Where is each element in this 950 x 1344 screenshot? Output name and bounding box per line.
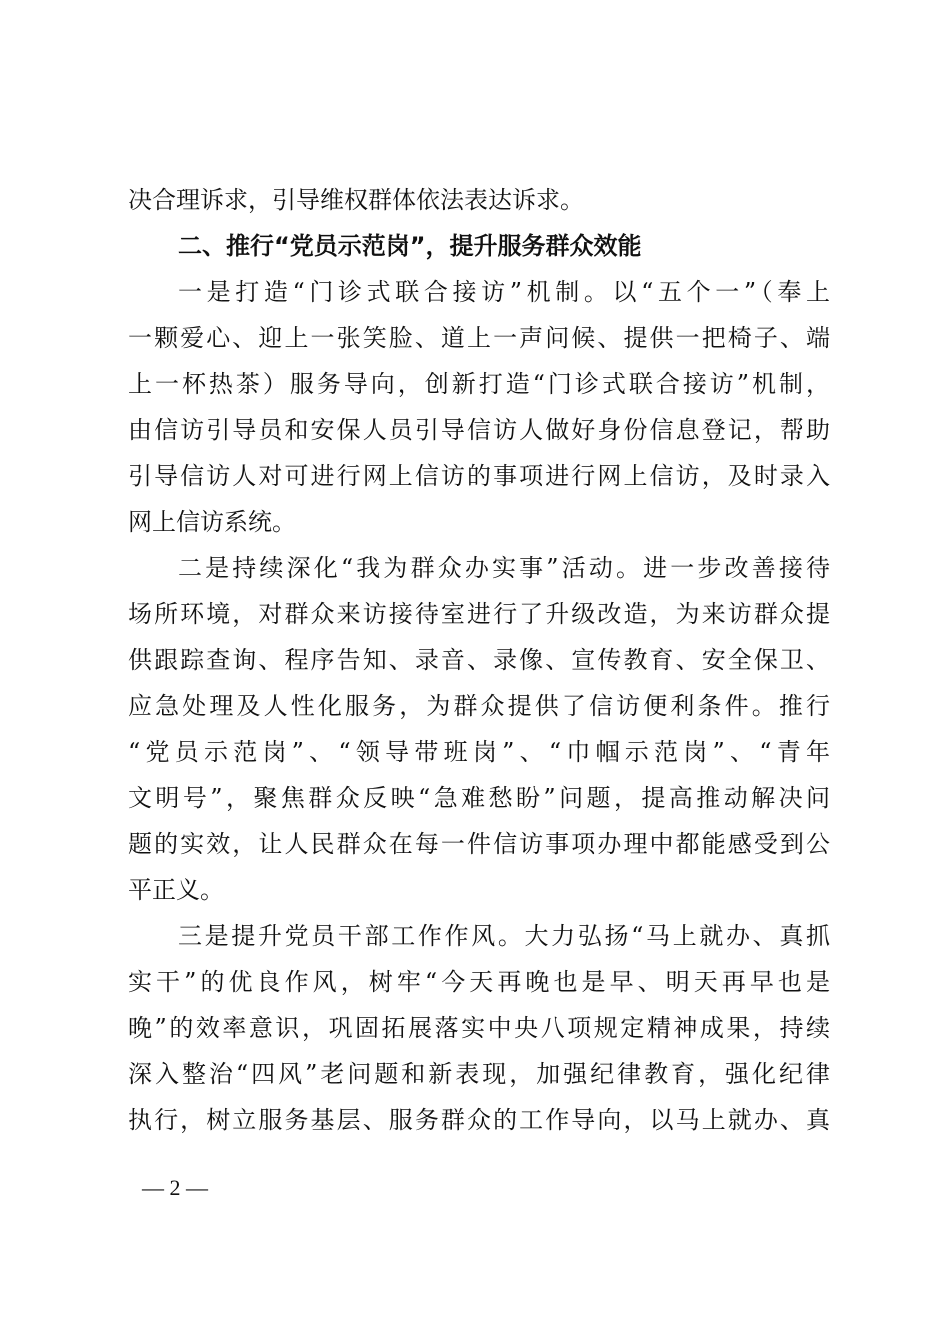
paragraph-2-line-3: 供跟踪查询、程序告知、录音、录像、宣传教育、安全保卫、 <box>128 646 830 674</box>
paragraph-3-line-3: 晚”的效率意识，巩固拓展落实中央八项规定精神成果，持续 <box>128 1014 830 1042</box>
paragraph-3-line-4: 深入整治“四风”老问题和新表现，加强纪律教育，强化纪律 <box>128 1060 830 1088</box>
paragraph-2-line-2: 场所环境，对群众来访接待室进行了升级改造，为来访群众提 <box>128 600 830 628</box>
paragraph-2-line-4: 应急处理及人性化服务，为群众提供了信访便利条件。推行 <box>128 692 830 720</box>
paragraph-2-line-6: 文明号”，聚焦群众反映“急难愁盼”问题，提高推动解决问 <box>128 784 830 812</box>
paragraph-1-line-4: 由信访引导员和安保人员引导信访人做好身份信息登记，帮助 <box>128 416 830 444</box>
section-heading-2: 二、推行“党员示范岗”，提升服务群众效能 <box>178 232 642 260</box>
paragraph-1-line-6: 网上信访系统。 <box>128 508 296 536</box>
paragraph-3-line-5: 执行，树立服务基层、服务群众的工作导向，以马上就办、真 <box>128 1106 830 1134</box>
paragraph-1-line-2: 一颗爱心、迎上一张笑脸、道上一声问候、提供一把椅子、端 <box>128 324 830 352</box>
paragraph-2-line-1: 二是持续深化“我为群众办实事”活动。进一步改善接待 <box>178 554 830 582</box>
paragraph-1-line-1: 一是打造“门诊式联合接访”机制。以“五个一”（奉上 <box>178 278 830 306</box>
text-line-1: 决合理诉求，引导维权群体依法表达诉求。 <box>128 186 584 214</box>
paragraph-3-line-2: 实干”的优良作风，树牢“今天再晚也是早、明天再早也是 <box>128 968 830 996</box>
paragraph-1-line-3: 上一杯热茶）服务导向，创新打造“门诊式联合接访”机制， <box>128 370 830 398</box>
paragraph-2-line-7: 题的实效，让人民群众在每一件信访事项办理中都能感受到公 <box>128 830 830 858</box>
paragraph-2-line-5: “党员示范岗”、“领导带班岗”、“巾帼示范岗”、“青年 <box>128 738 830 766</box>
page-number: — 2 — <box>142 1175 208 1200</box>
paragraph-1-line-5: 引导信访人对可进行网上信访的事项进行网上信访，及时录入 <box>128 462 830 490</box>
paragraph-3-line-1: 三是提升党员干部工作作风。大力弘扬“马上就办、真抓 <box>178 922 830 950</box>
paragraph-2-line-8: 平正义。 <box>128 876 224 904</box>
